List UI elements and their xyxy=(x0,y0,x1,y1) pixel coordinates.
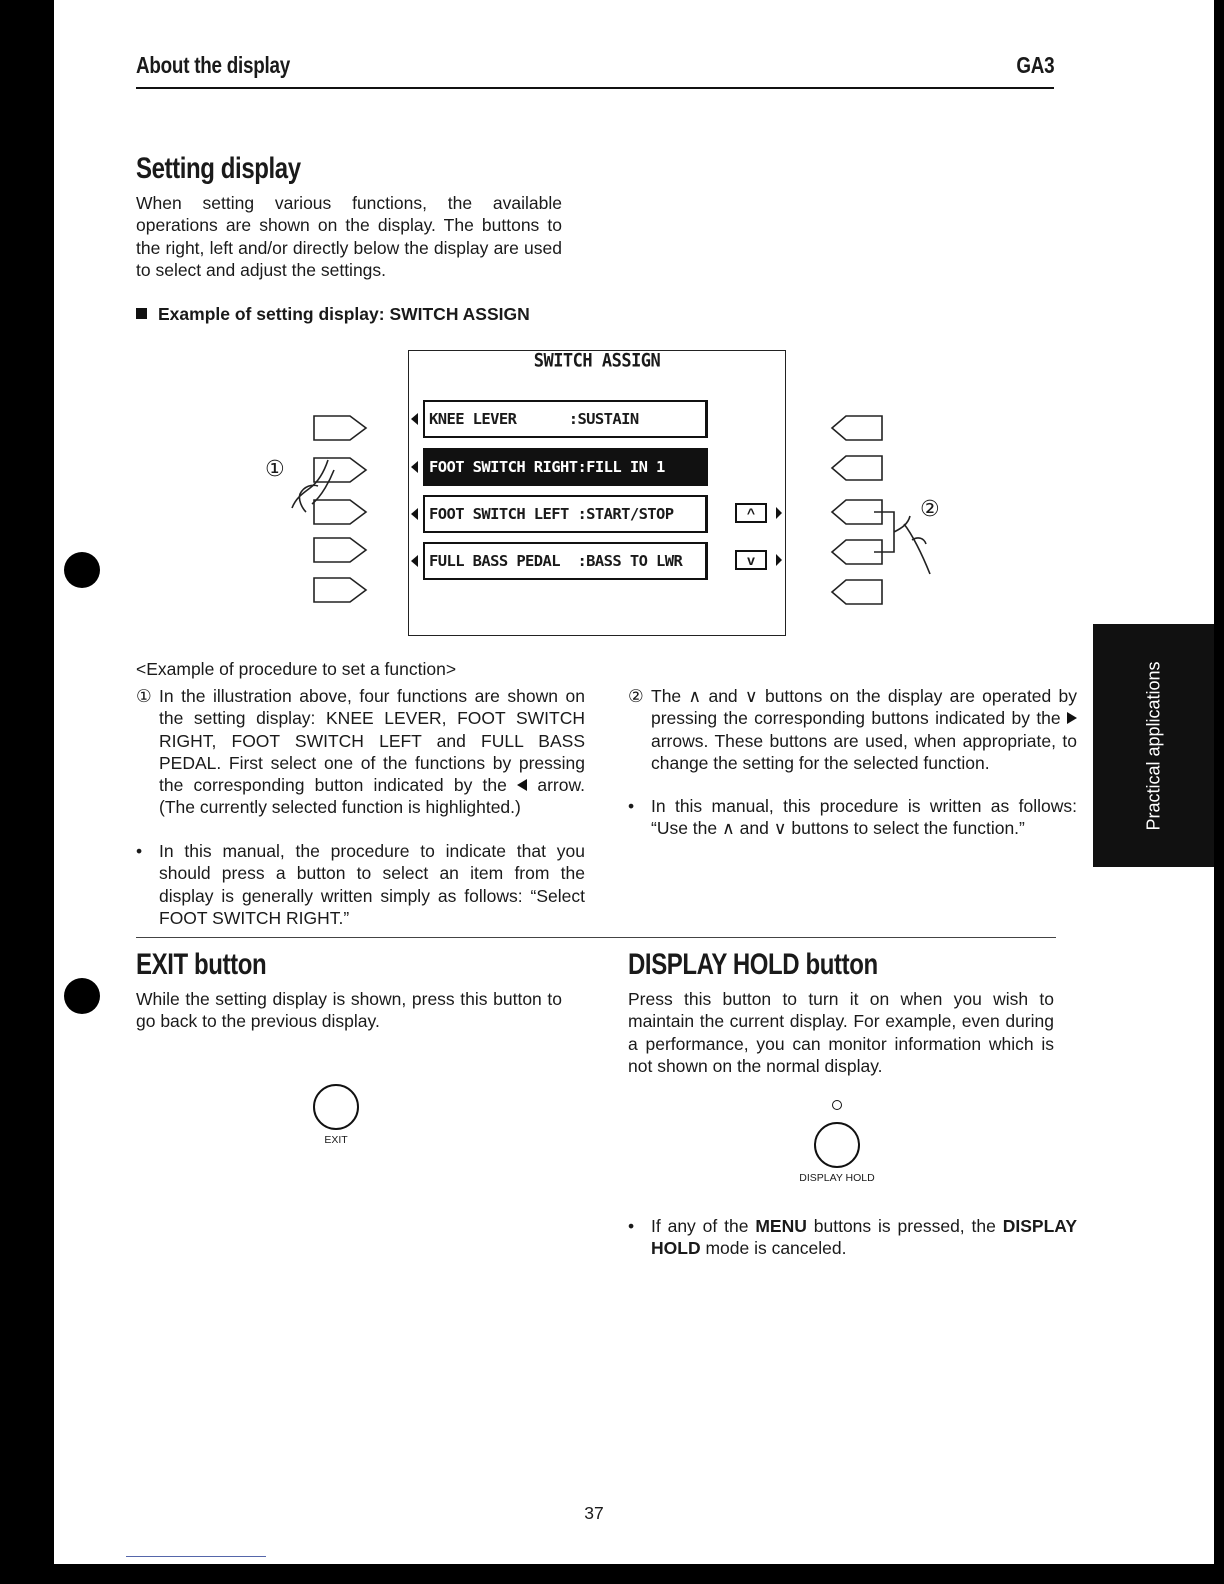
scroll-up-button[interactable]: ^ xyxy=(735,503,767,523)
example-heading: Example of setting display: SWITCH ASSIGN xyxy=(136,304,530,325)
exit-text: While the setting display is shown, press this button to go back to the previous display. xyxy=(136,989,562,1032)
left-panel-buttons xyxy=(240,400,390,610)
exit-button[interactable] xyxy=(313,1084,359,1130)
callout-one: ① xyxy=(265,456,285,481)
procedure-step-2: ② The ∧ and ∨ buttons on the display are operated by pressing the corresponding buttons indicated by the arrows. These buttons are used, when appropriate, to change the setting for the selected function. xyxy=(628,686,1077,773)
display-hold-note: •If any of the MENU buttons is pressed, the DISPLAY HOLD mode is canceled. xyxy=(628,1215,1077,1260)
exit-button-label: EXIT xyxy=(324,1134,348,1146)
binder-hole xyxy=(64,552,100,588)
display-hold-title: DISPLAY HOLD button xyxy=(628,948,878,981)
lcd-row-foot-switch-left[interactable]: FOOT SWITCH LEFT :START/STOP xyxy=(423,495,708,533)
bullet xyxy=(628,1215,651,1237)
pointing-hand-icon xyxy=(292,460,334,512)
indicator-led-icon xyxy=(832,1100,842,1110)
model-label: GA3 xyxy=(1015,52,1054,78)
step-number: ② xyxy=(628,686,644,706)
panel-button[interactable] xyxy=(314,538,366,562)
left-arrow-icon xyxy=(411,555,418,567)
left-arrow-icon xyxy=(517,779,527,791)
bullet xyxy=(136,840,159,862)
side-tab-label: Practical applications xyxy=(1143,660,1163,831)
right-arrow-icon xyxy=(776,554,782,566)
panel-button[interactable] xyxy=(832,416,882,440)
bullet xyxy=(628,795,651,817)
display-hold-text: Press this button to turn it on when you wish to maintain the current display. For example, even during a performance, you can monitor information which is not shown on the normal display. xyxy=(628,989,1054,1076)
lcd-row-knee-lever[interactable]: KNEE LEVER :SUSTAIN xyxy=(423,400,708,438)
panel-button[interactable] xyxy=(832,456,882,480)
left-arrow-icon xyxy=(411,508,418,520)
left-arrow-icon xyxy=(411,413,418,425)
header-rule xyxy=(136,87,1054,89)
lcd-display xyxy=(408,350,786,636)
display-hold-button[interactable] xyxy=(814,1122,860,1168)
panel-button[interactable] xyxy=(314,416,366,440)
lcd-row-foot-switch-right[interactable]: FOOT SWITCH RIGHT:FILL IN 1 xyxy=(423,448,708,486)
procedure-heading: <Example of procedure to set a function> xyxy=(136,659,457,679)
panel-button[interactable] xyxy=(314,458,366,482)
scan-border-right xyxy=(1214,0,1224,1584)
binder-hole xyxy=(64,978,100,1014)
panel-button[interactable] xyxy=(314,578,366,602)
lcd-title: SWITCH ASSIGN xyxy=(533,350,661,372)
lcd-row-full-bass-pedal[interactable]: FULL BASS PEDAL :BASS TO LWR xyxy=(423,542,708,580)
setting-display-title: Setting display xyxy=(136,152,301,185)
panel-button[interactable] xyxy=(832,580,882,604)
display-hold-button-label: DISPLAY HOLD xyxy=(799,1172,875,1184)
exit-title: EXIT button xyxy=(136,948,267,981)
right-arrow-icon xyxy=(776,507,782,519)
square-bullet-icon xyxy=(136,308,147,319)
panel-button[interactable] xyxy=(314,500,366,524)
scan-border-bottom xyxy=(0,1564,1224,1584)
procedure-step-1: ① In the illustration above, four functions are shown on the setting display: KNEE LEVER, FOOT SWITCH RIGHT, FOOT SWITCH LEFT and FULL BASS PEDAL. First select one of the functions by pressing the corresponding button indicated by the arrow. (The currently selected function is highlighted.) xyxy=(136,686,585,818)
page-number: 37 xyxy=(584,1503,604,1523)
left-arrow-icon xyxy=(411,461,418,473)
section-header: About the display xyxy=(136,52,291,78)
section-divider xyxy=(136,937,1056,938)
right-arrow-icon xyxy=(1067,712,1077,724)
side-tab[interactable] xyxy=(1093,624,1214,867)
callout-two: ② xyxy=(920,496,940,521)
procedure-note-2: •In this manual, this procedure is written as follows: “Use the ∧ and ∨ buttons to select the function.” xyxy=(628,795,1077,840)
scan-border-left xyxy=(0,0,54,1584)
scan-mark xyxy=(126,1556,266,1557)
setting-display-intro: When setting various functions, the available operations are shown on the display. The buttons to the right, left and/or directly below the display are used to select and adjust the settings. xyxy=(136,193,562,280)
procedure-note-1: •In this manual, the procedure to indicate that you should press a button to select an item from the display is generally written simply as follows: “Select FOOT SWITCH RIGHT.” xyxy=(136,840,585,929)
step-number: ① xyxy=(136,686,152,706)
scroll-down-button[interactable]: v xyxy=(735,550,767,570)
